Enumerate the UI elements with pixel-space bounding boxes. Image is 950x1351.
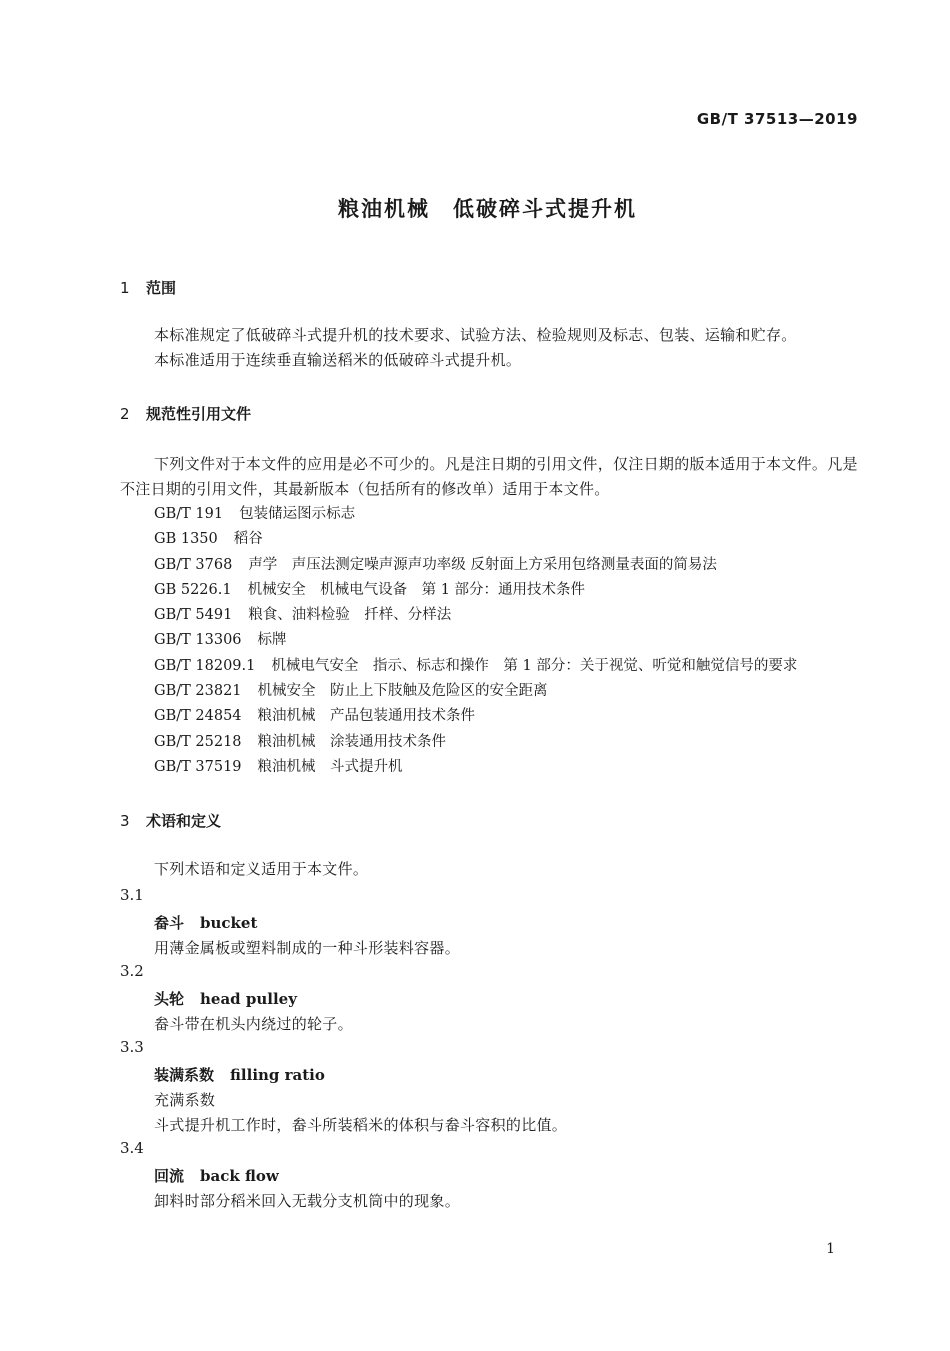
section-heading-scope — [120, 277, 176, 298]
reference-item — [154, 755, 797, 780]
reference-code: GB/T 3768 — [154, 556, 233, 573]
term-heading — [154, 1064, 325, 1085]
term-en: back flow — [200, 1167, 279, 1185]
term-definition: 斗式提升机工作时，畚斗所装稻米的体积与畚斗容积的比值。 — [154, 1116, 568, 1134]
term-zh: 畚斗 — [154, 914, 185, 932]
reference-title: 标牌 — [257, 632, 287, 649]
reference-title: 声学 声压法测定噪声源声功率级 反射面上方采用包络测量表面的简易法 — [248, 556, 717, 573]
reference-code: GB 1350 — [154, 531, 218, 548]
reference-title: 稻谷 — [233, 531, 263, 548]
reference-item — [154, 730, 797, 755]
reference-list — [154, 502, 797, 780]
term-zh: 头轮 — [154, 990, 185, 1008]
reference-code: GB/T 191 — [154, 506, 224, 522]
term-heading — [154, 988, 297, 1009]
reference-item — [154, 704, 797, 729]
reference-item — [154, 603, 797, 628]
reference-title: 包装储运图示标志 — [239, 506, 356, 522]
term-en: filling ratio — [230, 1066, 325, 1084]
term-number: 3.1 — [120, 886, 144, 904]
reference-item — [154, 654, 797, 679]
term-number: 3.2 — [120, 962, 144, 980]
section-title: 规范性引用文件 — [146, 405, 252, 423]
term-heading — [154, 912, 257, 933]
reference-item — [154, 502, 797, 527]
reference-title: 粮油机械 产品包装通用技术条件 — [257, 708, 476, 725]
reference-title: 机械电气安全 指示、标志和操作 第 1 部分：关于视觉、听觉和触觉信号的要求 — [271, 657, 798, 674]
reference-title: 粮食、油料检验 扦样、分样法 — [248, 607, 452, 624]
section-title: 范围 — [146, 279, 177, 297]
term-synonym: 充满系数 — [154, 1091, 216, 1109]
reference-item — [154, 679, 797, 704]
reference-code: GB/T 13306 — [154, 632, 242, 649]
term-number: 3.3 — [120, 1038, 144, 1056]
section-number: 3 — [120, 812, 130, 830]
references-intro: 下列文件对于本文件的应用是必不可少的。凡是注日期的引用文件，仅注日期的版本适用于本文件。凡是不注日期的引用文件，其最新版本（包括所有的修改单）适用于本文件。 — [120, 455, 858, 498]
page-number: 1 — [826, 1241, 835, 1257]
scope-paragraph-2: 本标准适用于连续垂直输送稻米的低破碎斗式提升机。 — [154, 351, 522, 369]
document-title: 粮油机械 低破碎斗式提升机 — [338, 197, 637, 221]
reference-code: GB/T 18209.1 — [154, 657, 256, 674]
term-definition: 卸料时部分稻米回入无载分支机筒中的现象。 — [154, 1192, 461, 1210]
terms-intro: 下列术语和定义适用于本文件。 — [154, 860, 369, 878]
section-number: 1 — [120, 279, 130, 297]
reference-item — [154, 553, 797, 578]
section-number: 2 — [120, 405, 130, 423]
term-number: 3.4 — [120, 1139, 144, 1157]
term-zh: 装满系数 — [154, 1066, 215, 1084]
reference-code: GB/T 5491 — [154, 607, 233, 624]
section-heading-terms — [120, 810, 221, 831]
reference-code: GB 5226.1 — [154, 581, 232, 598]
reference-title: 粮油机械 涂装通用技术条件 — [257, 733, 447, 750]
section-heading-normative-references — [120, 403, 251, 424]
standard-code: GB/T 37513—2019 — [696, 110, 858, 128]
term-definition: 畚斗带在机头内绕过的轮子。 — [154, 1015, 353, 1033]
reference-item — [154, 527, 797, 552]
reference-title: 粮油机械 斗式提升机 — [257, 758, 403, 775]
term-heading — [154, 1165, 279, 1186]
term-en: bucket — [200, 914, 258, 932]
section-title: 术语和定义 — [146, 812, 222, 830]
term-zh: 回流 — [154, 1167, 185, 1185]
reference-item — [154, 578, 797, 603]
reference-code: GB/T 24854 — [154, 708, 242, 725]
reference-title: 机械安全 机械电气设备 第 1 部分：通用技术条件 — [247, 581, 586, 598]
reference-code: GB/T 23821 — [154, 683, 242, 700]
scope-paragraph-1: 本标准规定了低破碎斗式提升机的技术要求、试验方法、检验规则及标志、包装、运输和贮存。 — [154, 326, 797, 344]
reference-code: GB/T 25218 — [154, 733, 242, 750]
term-definition: 用薄金属板或塑料制成的一种斗形装料容器。 — [154, 939, 461, 957]
term-en: head pulley — [200, 990, 297, 1008]
reference-code: GB/T 37519 — [154, 758, 242, 775]
reference-item — [154, 628, 797, 653]
reference-title: 机械安全 防止上下肢触及危险区的安全距离 — [257, 683, 548, 700]
